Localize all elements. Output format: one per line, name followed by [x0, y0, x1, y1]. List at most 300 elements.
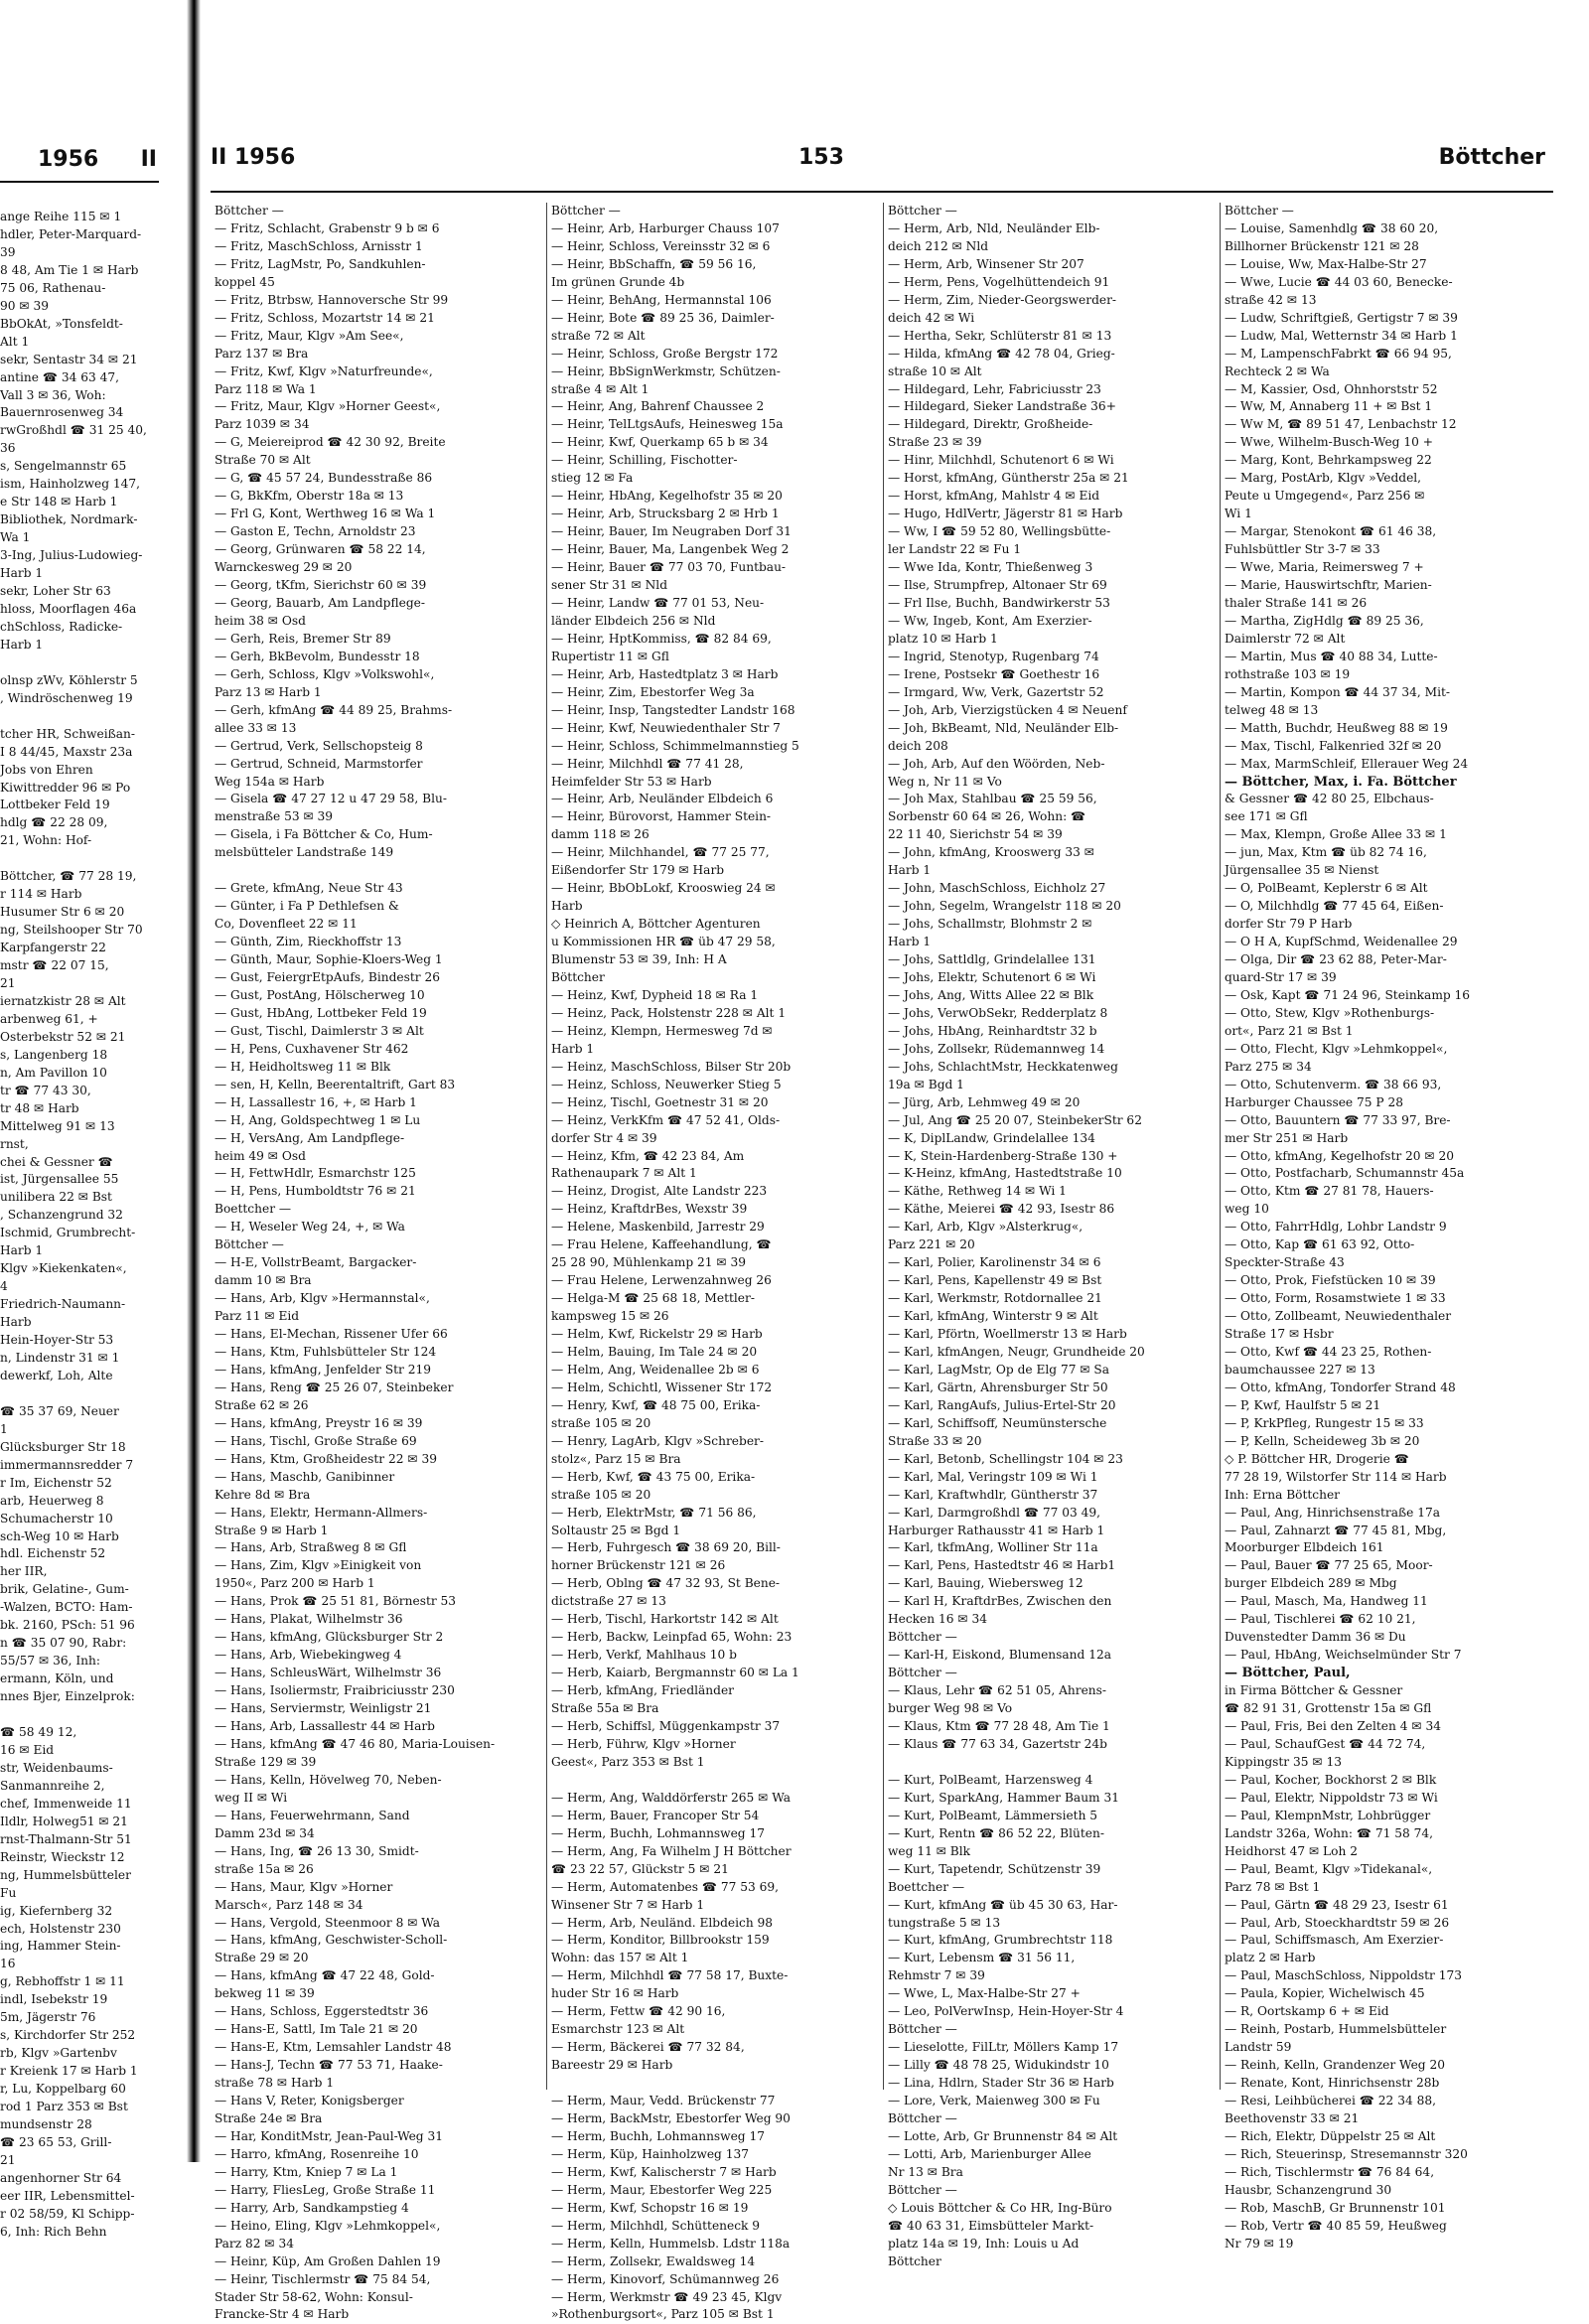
left-entry-line: eer IIR, Lebensmittel-: [0, 2188, 135, 2203]
left-entry-line: Schumacherstr 10: [0, 1511, 113, 1525]
directory-entry-line: Hecken 16 ✉ 34: [888, 1612, 987, 1627]
directory-entry-line: Straße 29 ✉ 20: [215, 1951, 309, 1965]
directory-entry-line: — Heino, Eling, Klgv »Lehmkoppel«,: [215, 2218, 441, 2233]
left-entry-line: olnsp zWv, Köhlerstr 5: [0, 672, 138, 687]
directory-entry-line: — P, KrkPfleg, Rungestr 15 ✉ 33: [1225, 1415, 1424, 1430]
directory-entry-line: — Johs, Zollsekr, Rüdemannweg 14: [888, 1041, 1105, 1056]
directory-entry-line: Moorburger Elbdeich 161: [1225, 1540, 1384, 1555]
directory-entry-line: — Marg, PostArb, Klgv »Veddel,: [1225, 471, 1422, 486]
directory-entry-line: — Herm, Milchhdl ☎ 77 58 17, Buxte-: [551, 1968, 789, 1983]
directory-entry-line: — Fritz, Schlacht, Grabenstr 9 b ✉ 6: [215, 220, 440, 235]
directory-entry-line: — Heinr, Landw ☎ 77 01 53, Neu-: [551, 595, 765, 610]
directory-entry-line: — Paul, MaschSchloss, Nippoldstr 173: [1225, 1968, 1462, 1983]
directory-entry-line: — Georg, Grünwaren ☎ 58 22 14,: [215, 542, 426, 557]
directory-entry-line: — Fritz, MaschSchloss, Arnisstr 1: [215, 238, 423, 253]
directory-entry-line: — Herm, Buchh, Lohmannsweg 17: [551, 1825, 765, 1840]
directory-entry-line: — Heinr, Milchhdl ☎ 77 41 28,: [551, 756, 744, 771]
left-entry-line: rod 1 Parz 353 ✉ Bst: [0, 2100, 128, 2114]
directory-entry-line: — Otto, Prok, Fiefstücken 10 ✉ 39: [1225, 1273, 1436, 1288]
directory-entry-line: Peute u Umgegend«, Parz 256 ✉: [1225, 489, 1425, 504]
right-page: [199, 0, 1589, 2322]
left-entry-line: I 8 44/45, Maxstr 23a: [0, 744, 133, 759]
directory-entry-line: stieg 12 ✉ Fa: [551, 471, 634, 486]
left-entry-line: [0, 850, 159, 868]
left-entry-line: ism, Hainholzweg 147,: [0, 477, 141, 492]
left-entry-line: Reinstr, Wieckstr 12: [0, 1849, 125, 1864]
left-entry-line: , Schanzengrund 32: [0, 1208, 123, 1223]
left-entry-line: str, Weidenbaums-: [0, 1760, 113, 1775]
directory-entry-line: rothstraße 103 ✉ 19: [1225, 666, 1351, 681]
directory-entry-line: mer Str 251 ✉ Harb: [1225, 1130, 1349, 1145]
directory-entry-line: ☎ 82 91 31, Grottenstr 15a ✉ Gfl: [1225, 1701, 1432, 1716]
directory-entry-line: Kehre 8d ✉ Bra: [215, 1487, 311, 1502]
directory-entry-line: Rupertistr 11 ✉ Gfl: [551, 649, 669, 663]
directory-entry-line: Fuhlsbüttler Str 3-7 ✉ 33: [1225, 542, 1380, 557]
directory-entry-line: — Matth, Buchdr, Heußweg 88 ✉ 19: [1225, 720, 1448, 735]
directory-entry-line: straße 15a ✉ 26: [215, 1861, 314, 1876]
left-entry-line: 39: [0, 244, 16, 259]
directory-entry-line: Böttcher —: [888, 1630, 957, 1645]
directory-entry-line: — Herb, Fuhrgesch ☎ 38 69 20, Bill-: [551, 1540, 781, 1555]
directory-entry-line: ◇ Louis Böttcher & Co HR, Ing-Büro: [888, 2200, 1112, 2215]
directory-entry-line: thaler Straße 141 ✉ 26: [1225, 595, 1368, 610]
directory-entry-line: — K-Heinz, kfmAng, Hastedtstraße 10: [888, 1166, 1122, 1181]
left-entry-line: mundsenstr 28: [0, 2116, 92, 2131]
directory-entry-line: Co, Dovenfleet 22 ✉ 11: [215, 917, 358, 932]
directory-entry-line: — Gust, PostAng, Hölscherweg 10: [215, 987, 425, 1002]
directory-entry-line: — Marg, Kont, Behrkampsweg 22: [1225, 453, 1432, 468]
left-entry-line: n, Lindenstr 31 ✉ 1: [0, 1351, 120, 1365]
left-entry-line: Mittelweg 91 ✉ 13: [0, 1118, 115, 1133]
directory-entry-line: Marsch«, Parz 148 ✉ 34: [215, 1897, 363, 1912]
directory-entry-line: 1950«, Parz 200 ✉ Harb 1: [215, 1576, 375, 1591]
directory-entry-line: Straße 9 ✉ Harb 1: [215, 1523, 329, 1537]
directory-entry-line: Nr 13 ✉ Bra: [888, 2164, 963, 2179]
directory-entry-line: — Herm, Arb, Winsener Str 207: [888, 256, 1084, 271]
left-entry-line: rwGroßhdl ☎ 31 25 40,: [0, 423, 147, 438]
left-entry-line: 21: [0, 2152, 16, 2167]
left-entry-line: 16 ✉ Eid: [0, 1742, 55, 1757]
left-entry-line: unilibera 22 ✉ Bst: [0, 1190, 112, 1205]
directory-entry-line: — H, VersAng, Am Landpflege-: [215, 1130, 405, 1145]
directory-entry-line: — Herm, Arb, Neuländ. Elbdeich 98: [551, 1915, 774, 1930]
directory-entry-line: [551, 2075, 879, 2093]
directory-entry-line: Böttcher —: [215, 1237, 284, 1252]
directory-entry-line: — Helm, Kwf, Rickelstr 29 ✉ Harb: [551, 1327, 763, 1342]
directory-entry-line: — H, Lassallestr 16, +, ✉ Harb 1: [215, 1094, 417, 1109]
left-entry-line: Kiwittredder 96 ✉ Po: [0, 780, 131, 795]
left-entry-line: Alt 1: [0, 334, 30, 349]
left-entry-line: nnes Bjer, Einzelprok:: [0, 1689, 135, 1704]
directory-entry-line: telweg 48 ✉ 13: [1225, 702, 1319, 717]
directory-entry-line: — Käthe, Rethweg 14 ✉ Wi 1: [888, 1184, 1067, 1199]
left-entry-line: 6, Inh: Rich Behn: [0, 2224, 107, 2239]
directory-entry-line: platz 14a ✉ 19, Inh: Louis u Ad: [888, 2236, 1080, 2251]
directory-entry-line: straße 78 ✉ Harb 1: [215, 2076, 335, 2091]
left-entry-line: immermannsredder 7: [0, 1457, 134, 1472]
directory-entry-line: — Kurt, Rentn ☎ 86 52 22, Blüten-: [888, 1825, 1104, 1840]
directory-entry-line: — Karl, Darmgroßhdl ☎ 77 03 49,: [888, 1505, 1101, 1520]
left-entry-line: 75 06, Rathenau-: [0, 280, 106, 295]
left-entry-line: Husumer Str 6 ✉ 20: [0, 905, 125, 920]
directory-entry-line: — Heinr, Tischlermstr ☎ 75 84 54,: [215, 2271, 431, 2286]
left-entry-line: n, Am Pavillon 10: [0, 1065, 107, 1080]
directory-entry-line: — Heinr, BbSignWerkmstr, Schützen-: [551, 363, 781, 378]
directory-entry-line: — Rich, Steuerinsp, Stresemannstr 320: [1225, 2146, 1468, 2161]
directory-entry-line: — O, PolBeamt, Keplerstr 6 ✉ Alt: [1225, 881, 1428, 896]
directory-entry-line: — Otto, kfmAng, Tondorfer Strand 48: [1225, 1380, 1456, 1394]
directory-entry-line: tungstraße 5 ✉ 13: [888, 1915, 1001, 1930]
directory-entry-line: Hausbr, Schanzengrund 30: [1225, 2182, 1392, 2197]
directory-entry-line: Böttcher —: [888, 2022, 957, 2037]
left-entry-line: ☎ 58 49 12,: [0, 1725, 77, 1740]
directory-entry-line: — Günter, i Fa P Dethlefsen &: [215, 899, 399, 914]
directory-entry-line: u Kommissionen HR ☎ üb 47 29 58,: [551, 935, 776, 949]
left-entry-line: tr 48 ✉ Harb: [0, 1100, 79, 1115]
directory-entry-line: — Otto, Kap ☎ 61 63 92, Otto-: [1225, 1237, 1415, 1252]
directory-entry-line: — Heinr, Schloss, Schimmelmannstieg 5: [551, 738, 799, 753]
directory-entry-line: — Johs, Ang, Witts Allee 22 ✉ Blk: [888, 987, 1094, 1002]
directory-entry-line: — Ww, I ☎ 59 52 80, Wellingsbütte-: [888, 524, 1111, 539]
directory-entry-line: — Hans, kfmAng, Glücksburger Str 2: [215, 1630, 444, 1645]
directory-entry-line: — Margar, Stenokont ☎ 61 46 38,: [1225, 524, 1437, 539]
directory-entry-line: Bareestr 29 ✉ Harb: [551, 2058, 673, 2073]
running-head: [211, 145, 1559, 181]
directory-entry-line: — Paul, Zahnarzt ☎ 77 45 81, Mbg,: [1225, 1523, 1447, 1537]
directory-entry-line: — Heinr, HptKommiss, ☎ 82 84 69,: [551, 631, 772, 646]
directory-entry-line: — O, Milchhdlg ☎ 77 45 64, Eißen-: [1225, 899, 1444, 914]
directory-entry-line: — Gerh, Reis, Bremer Str 89: [215, 631, 391, 646]
directory-entry-line: — Martha, ZigHdlg ☎ 89 25 36,: [1225, 613, 1424, 628]
left-entry-line: 1: [0, 1421, 8, 1436]
directory-entry-line: Straße 129 ✉ 39: [215, 1754, 317, 1769]
directory-entry-line: — Paul, Beamt, Klgv »Tidekanal«,: [1225, 1861, 1433, 1876]
directory-entry-line: see 171 ✉ Gfl: [1225, 809, 1308, 824]
directory-entry-line: Warnckesweg 29 ✉ 20: [215, 560, 353, 575]
left-entry-line: , Windröschenweg 19: [0, 690, 133, 705]
left-entry-line: chei & Gessner ☎: [0, 1154, 113, 1169]
directory-entry-line: — Otto, Zollbeamt, Neuwiedenthaler: [1225, 1309, 1452, 1324]
directory-entry-line: Esmarchstr 123 ✉ Alt: [551, 2022, 685, 2037]
directory-entry-line: — Paula, Kopier, Wichelwisch 45: [1225, 1986, 1425, 2001]
directory-entry-line: — Herm, Fettw ☎ 42 90 16,: [551, 2004, 726, 2019]
directory-entry-line: — Louise, Samenhdlg ☎ 38 60 20,: [1225, 220, 1439, 235]
directory-entry-line: — Wwe Ida, Kontr, Thießenweg 3: [888, 560, 1093, 575]
directory-entry-line: — Harro, kfmAng, Rosenreihe 10: [215, 2146, 419, 2161]
directory-entry-line: — Martin, Mus ☎ 40 88 34, Lutte-: [1225, 649, 1438, 663]
directory-entry-line: Harb 1: [888, 863, 932, 878]
directory-entry-line: — Hans-E, Ktm, Lemsahler Landstr 48: [215, 2040, 452, 2055]
directory-entry-line: — Hans, Feuerwehrmann, Sand: [215, 1808, 410, 1822]
left-entry-line: ist, Jürgensallee 55: [0, 1172, 119, 1187]
left-entry-line: Ischmid, Grumbrecht-: [0, 1226, 136, 1240]
left-entry-line: Vall 3 ✉ 36, Woh:: [0, 387, 106, 402]
directory-entry-line: — G, BkKfm, Oberstr 18a ✉ 13: [215, 489, 404, 504]
left-entry-line: 4: [0, 1279, 8, 1294]
directory-entry-line: — Heinr, Bauer, Ma, Langenbek Weg 2: [551, 542, 790, 557]
header-keyword: Böttcher: [1438, 145, 1545, 170]
directory-entry-line: Billhorner Brückenstr 121 ✉ 28: [1225, 238, 1419, 253]
directory-entry-line: Böttcher: [888, 2253, 941, 2268]
directory-entry-line: weg 11 ✉ Blk: [888, 1843, 971, 1858]
directory-entry-line: damm 118 ✉ 26: [551, 827, 650, 842]
directory-entry-line: platz 2 ✉ Harb: [1225, 1951, 1316, 1965]
directory-entry-line: — Heinr, Zim, Ebestorfer Weg 3a: [551, 684, 755, 699]
directory-entry-line: — Hans, kfmAng, Jenfelder Str 219: [215, 1362, 431, 1377]
directory-entry-line: — Horst, kfmAng, Mahlstr 4 ✉ Eid: [888, 489, 1100, 504]
directory-entry-line: — Hertha, Sekr, Schlüterstr 81 ✉ 13: [888, 328, 1112, 343]
directory-entry-line: — Heinr, Bauer, Im Neugraben Dorf 31: [551, 524, 792, 539]
directory-entry-line: — Fritz, Maur, Klgv »Am See«,: [215, 328, 404, 343]
left-entry-line: r, Lu, Koppelbarg 60: [0, 2082, 126, 2097]
directory-entry-line: Rechteck 2 ✉ Wa: [1225, 363, 1330, 378]
directory-entry-line: koppel 45: [215, 274, 275, 289]
directory-entry-line: — Har, KonditMstr, Jean-Paul-Weg 31: [215, 2128, 443, 2143]
directory-entry-line: — Louise, Ww, Max-Halbe-Str 27: [1225, 256, 1427, 271]
left-entry-line: 8 48, Am Tie 1 ✉ Harb: [0, 262, 139, 277]
left-entry-line: hdlg ☎ 22 28 09,: [0, 815, 108, 830]
directory-entry-line: — Kurt, Lebensm ☎ 31 56 11,: [888, 1951, 1076, 1965]
directory-entry-line: straße 42 ✉ 13: [1225, 292, 1317, 307]
directory-entry-line: Winsener Str 7 ✉ Harb 1: [551, 1897, 705, 1912]
directory-entry-line: — Günth, Zim, Rieckhoffstr 13: [215, 935, 402, 949]
header-rule: [211, 191, 1553, 193]
directory-entry-line: — Frau Helene, Lerwenzahnweg 26: [551, 1273, 772, 1288]
directory-entry-line: — Joh, Arb, Vierzigstücken 4 ✉ Neuenf: [888, 702, 1127, 717]
directory-entry-line: — Heinz, KraftdrBes, Wexstr 39: [551, 1202, 748, 1217]
directory-entry-line: — Paul, Fris, Bei den Zelten 4 ✉ 34: [1225, 1719, 1441, 1734]
left-entry-line: dewerkf, Loh, Alte: [0, 1368, 113, 1382]
directory-entry-line: — Hans, Ktm, Großheidestr 22 ✉ 39: [215, 1451, 437, 1466]
directory-entry-line: — Ingrid, Stenotyp, Rugenbarg 74: [888, 649, 1099, 663]
left-entry-line: brik, Gelatine-, Gum-: [0, 1582, 129, 1597]
left-page-header: [38, 147, 157, 172]
directory-entry-line: weg II ✉ Wi: [215, 1790, 288, 1805]
directory-entry-line: — Hans, Vergold, Steenmoor 8 ✉ Wa: [215, 1915, 441, 1930]
left-entry-line: tcher HR, Schweißan-: [0, 726, 135, 741]
directory-entry-line: — Gaston E, Techn, Arnoldstr 23: [215, 524, 416, 539]
left-entry-line: Glücksburger Str 18: [0, 1439, 126, 1454]
directory-entry-line: — Kurt, SparkAng, Hammer Baum 31: [888, 1790, 1119, 1805]
directory-entry-line: Blumenstr 53 ✉ 39, Inh: H A: [551, 952, 727, 967]
left-entry-line: Klgv »Kiekenkaten«,: [0, 1261, 127, 1276]
left-entry-line: [0, 1385, 159, 1403]
directory-entry-line: — R, Oortskamp 6 + ✉ Eid: [1225, 2004, 1389, 2019]
directory-entry-line: — M, LampenschFabrkt ☎ 66 94 95,: [1225, 346, 1452, 361]
directory-entry-line: — Hans, kfmAng ☎ 47 22 48, Gold-: [215, 1968, 435, 1983]
directory-entry-line: — Hans, Prok ☎ 25 51 81, Börnestr 53: [215, 1594, 457, 1609]
directory-entry-line: Stader Str 58-62, Wohn: Konsul-: [215, 2289, 413, 2304]
directory-entry-line: [888, 1754, 1216, 1772]
directory-entry-line: — Herm, Milchhdl, Schütteneck 9: [551, 2218, 761, 2233]
directory-entry-line: — G, ☎ 45 57 24, Bundesstraße 86: [215, 471, 433, 486]
directory-entry-line: — H, Pens, Humboldtstr 76 ✉ 21: [215, 1184, 416, 1199]
directory-entry-line: — Osk, Kapt ☎ 71 24 96, Steinkamp 16: [1225, 987, 1471, 1002]
directory-entry-line: — Herb, Kwf, ☎ 43 75 00, Erika-: [551, 1469, 756, 1484]
directory-entry-line: — Georg, tKfm, Sierichstr 60 ✉ 39: [215, 578, 427, 593]
directory-entry-line: — Otto, Postfacharb, Schumannstr 45a: [1225, 1166, 1465, 1181]
directory-entry-line: Harb 1: [551, 1041, 595, 1056]
directory-entry-line: — Otto, FahrrHdlg, Lohbr Landstr 9: [1225, 1220, 1447, 1235]
directory-entry-line: straße 10 ✉ Alt: [888, 363, 982, 378]
directory-entry-line: — Paul, Arb, Stoeckhardtstr 59 ✉ 26: [1225, 1915, 1450, 1930]
directory-entry-line: — Gertrud, Schneid, Marmstorfer: [215, 756, 423, 771]
directory-entry-line: weg 10: [1225, 1202, 1269, 1217]
left-entry-line: Harb 1: [0, 566, 44, 581]
directory-entry-line: — Karl, Mal, Veringstr 109 ✉ Wi 1: [888, 1469, 1098, 1484]
directory-entry-line: ◇ Heinrich A, Böttcher Agenturen: [551, 917, 761, 932]
directory-entry-line: — Böttcher, Max, i. Fa. Böttcher: [1225, 774, 1457, 790]
directory-entry-line: — Heinr, Küp, Am Großen Dahlen 19: [215, 2253, 441, 2268]
directory-entry-line: — John, kfmAng, Krooswerg 33 ✉: [888, 845, 1094, 860]
left-entry-line: r 114 ✉ Harb: [0, 887, 82, 902]
directory-entry-line: 77 28 19, Wilstorfer Str 114 ✉ Harb: [1225, 1469, 1447, 1484]
directory-entry-line: — Herb, Verkf, Mahlhaus 10 b: [551, 1648, 737, 1663]
directory-entry-line: menstraße 53 ✉ 39: [215, 809, 334, 824]
directory-entry-line: — Paul, Kocher, Bockhorst 2 ✉ Blk: [1225, 1772, 1437, 1787]
directory-entry-line: — jun, Max, Ktm ☎ üb 82 74 16,: [1225, 845, 1427, 860]
directory-entry-line: — Karl, tkfmAng, Wolliner Str 11a: [888, 1540, 1098, 1555]
directory-entry-line: — Reinh, Kelln, Grandenzer Weg 20: [1225, 2058, 1445, 2073]
directory-columns: [211, 203, 1559, 2322]
directory-entry-line: — P, Kwf, Haulfstr 5 ✉ 21: [1225, 1397, 1381, 1412]
directory-entry-line: — Herm, Werkmstr ☎ 49 23 45, Klgv: [551, 2289, 783, 2304]
directory-entry-line: — Lotti, Arb, Marienburger Allee: [888, 2146, 1091, 2161]
directory-entry-line: — P, Kelln, Scheideweg 3b ✉ 20: [1225, 1433, 1420, 1448]
directory-entry-line: Parz 11 ✉ Eid: [215, 1309, 300, 1324]
directory-entry-line: — Helm, Schichtl, Wissener Str 172: [551, 1380, 773, 1394]
left-entry-line: hdler, Peter-Marquard-: [0, 226, 142, 241]
directory-entry-line: — Heinz, Klempn, Hermesweg 7d ✉: [551, 1023, 773, 1038]
left-entry-line: Friedrich-Naumann-: [0, 1297, 126, 1312]
directory-entry-line: ler Landstr 22 ✉ Fu 1: [888, 542, 1022, 557]
directory-entry-line: — Hilda, kfmAng ☎ 42 78 04, Grieg-: [888, 346, 1115, 361]
directory-entry-line: deich 42 ✉ Wi: [888, 310, 975, 325]
directory-entry-line: — Heinz, Kwf, Dypheid 18 ✉ Ra 1: [551, 987, 759, 1002]
directory-entry-line: — Heinz, Kfm, ☎ 42 23 84, Am: [551, 1148, 745, 1163]
directory-entry-line: Eißendorfer Str 179 ✉ Harb: [551, 863, 725, 878]
directory-entry-line: — Heinr, Schloss, Vereinsstr 32 ✉ 6: [551, 238, 771, 253]
directory-entry-line: — Lieselotte, FilLtr, Möllers Kamp 17: [888, 2040, 1119, 2055]
left-entry-line: mstr ☎ 22 07 15,: [0, 958, 109, 973]
left-entry-line: s, Langenberg 18: [0, 1047, 108, 1062]
directory-entry-line: — M, Kassier, Osd, Ohnhorststr 52: [1225, 381, 1438, 396]
directory-entry-line: — Klaus, Lehr ☎ 62 51 05, Ahrens-: [888, 1683, 1107, 1698]
directory-entry-line: — Böttcher, Paul,: [1225, 1666, 1351, 1681]
left-entry-line: r Kreienk 17 ✉ Harb 1: [0, 2064, 138, 2079]
directory-entry-line: — Johs, HbAng, Reinhardtstr 32 b: [888, 1023, 1097, 1038]
directory-entry-line: — Harry, Arb, Sandkampstieg 4: [215, 2200, 409, 2215]
directory-entry-line: — Hans, Zim, Klgv »Einigkeit von: [215, 1558, 422, 1573]
directory-entry-line: — Herm, Zollsekr, Ewaldsweg 14: [551, 2253, 756, 2268]
directory-entry-line: — Gerh, kfmAng ☎ 44 89 25, Brahms-: [215, 702, 453, 717]
directory-entry-line: Harb: [551, 899, 583, 914]
directory-entry-line: Böttcher —: [888, 2110, 957, 2125]
directory-entry-line: — Fritz, Schloss, Mozartstr 14 ✉ 21: [215, 310, 435, 325]
directory-entry-line: — Heinz, Pack, Holstenstr 228 ✉ Alt 1: [551, 1005, 787, 1020]
directory-entry-line: — K, DiplLandw, Grindelallee 134: [888, 1130, 1095, 1145]
left-entry-line: chef, Immenweide 11: [0, 1796, 132, 1811]
directory-entry-line: — Rich, Tischlermstr ☎ 76 84 64,: [1225, 2164, 1435, 2179]
directory-entry-line: heim 38 ✉ Osd: [215, 613, 306, 628]
directory-entry-line: Straße 33 ✉ 20: [888, 1433, 982, 1448]
directory-entry-line: — Gerh, Schloss, Klgv »Volkswohl«,: [215, 666, 435, 681]
directory-entry-line: Parz 78 ✉ Bst 1: [1225, 1879, 1321, 1894]
directory-entry-line: Parz 137 ✉ Bra: [215, 346, 309, 361]
directory-entry-line: — Fritz, Kwf, Klgv »Naturfreunde«,: [215, 363, 433, 378]
directory-entry-line: — Gerh, BkBevolm, Bundesstr 18: [215, 649, 420, 663]
directory-entry-line: Kippingstr 35 ✉ 13: [1225, 1754, 1342, 1769]
directory-entry-line: — Herm, Kwf, Kalischerstr 7 ✉ Harb: [551, 2164, 777, 2179]
directory-entry-line: Straße 24e ✉ Bra: [215, 2110, 323, 2125]
left-entry-line: angenhorner Str 64: [0, 2170, 122, 2185]
directory-entry-line: — Heinr, Schloss, Große Bergstr 172: [551, 346, 779, 361]
directory-entry-line: — Hans, Serviermstr, Weinligstr 21: [215, 1701, 432, 1716]
directory-entry-line: — Karl, Pförtn, Woellmerstr 13 ✉ Harb: [888, 1327, 1127, 1342]
directory-entry-line: — Herb, ElektrMstr, ☎ 71 56 86,: [551, 1505, 757, 1520]
directory-entry-line: — Heinr, Kwf, Neuwiedenthaler Str 7: [551, 720, 781, 735]
directory-entry-line: — Helga-M ☎ 25 68 18, Mettler-: [551, 1291, 755, 1306]
directory-entry-line: — H, FettwHdlr, Esmarchstr 125: [215, 1166, 416, 1181]
directory-entry-line: — Heinz, Drogist, Alte Landstr 223: [551, 1184, 768, 1199]
left-entry-line: bk. 2160, PSch: 51 96: [0, 1618, 135, 1633]
directory-entry-line: deich 208: [888, 738, 948, 753]
directory-entry-line: — Herb, Tischl, Harkortstr 142 ✉ Alt: [551, 1612, 779, 1627]
directory-entry-line: — Rob, MaschB, Gr Brunnenstr 101: [1225, 2200, 1446, 2215]
directory-entry-line: — Klaus ☎ 77 63 34, Gazertstr 24b: [888, 1736, 1107, 1751]
left-entry-line: Harb 1: [0, 1243, 44, 1258]
left-entry-line: ermann, Köln, und: [0, 1671, 114, 1686]
directory-entry-line: — Georg, Bauarb, Am Landpflege-: [215, 595, 425, 610]
left-entry-line: 90 ✉ 39: [0, 298, 49, 313]
directory-entry-line: kampsweg 15 ✉ 26: [551, 1309, 669, 1324]
directory-entry-line: — O H A, KupfSchmd, Weidenallee 29: [1225, 935, 1458, 949]
left-entry-line: Jobs von Ehren: [0, 762, 93, 777]
directory-entry-line: — Paul, Elektr, Nippoldstr 73 ✉ Wi: [1225, 1790, 1438, 1805]
directory-entry-line: — Grete, kfmAng, Neue Str 43: [215, 881, 403, 896]
directory-entry-line: Harburger Chaussee 75 P 28: [1225, 1094, 1403, 1109]
directory-entry-line: — H, Heidholtsweg 11 ✉ Blk: [215, 1059, 391, 1074]
directory-entry-line: — H, Pens, Cuxhavener Str 462: [215, 1041, 409, 1056]
directory-entry-line: burger Weg 98 ✉ Vo: [888, 1701, 1013, 1716]
directory-entry-line: Rehmstr 7 ✉ 39: [888, 1968, 985, 1983]
directory-entry-line: 25 28 90, Mühlenkamp 21 ✉ 39: [551, 1255, 747, 1270]
left-entry-line: Lottbeker Feld 19: [0, 798, 110, 812]
directory-entry-line: — Karl, Schiffsoff, Neumünstersche: [888, 1415, 1107, 1430]
directory-entry-line: — Gertrud, Verk, Sellschopsteig 8: [215, 738, 423, 753]
left-entry-line: hloss, Moorflagen 46a: [0, 601, 137, 616]
directory-entry-line: Heimfelder Str 53 ✉ Harb: [551, 774, 712, 789]
directory-entry-line: — Heinr, HbAng, Kegelhofstr 35 ✉ 20: [551, 489, 783, 504]
left-entry-line: arb, Heuerweg 8: [0, 1493, 104, 1508]
left-entry-line: sch-Weg 10 ✉ Harb: [0, 1528, 119, 1543]
left-entry-line: rb, Klgv »Gartenbv: [0, 2046, 117, 2061]
directory-entry-line: Böttcher —: [888, 204, 957, 218]
directory-entry-line: Heidhorst 47 ✉ Loh 2: [1225, 1843, 1358, 1858]
directory-entry-line: Straße 70 ✉ Alt: [215, 453, 311, 468]
directory-entry-line: Sorbenstr 60 64 ✉ 26, Wohn: ☎: [888, 809, 1086, 824]
directory-entry-line: — Herm, Konditor, Billbrookstr 159: [551, 1933, 770, 1948]
directory-entry-line: — Heinr, Arb, Neuländer Elbdeich 6: [551, 792, 774, 806]
directory-entry-line: — Gisela, i Fa Böttcher & Co, Hum-: [215, 827, 433, 842]
directory-column-4: [1221, 203, 1557, 2251]
directory-entry-line: straße 105 ✉ 20: [551, 1415, 651, 1430]
directory-entry-line: — H-E, VollstrBeamt, Bargacker-: [215, 1255, 417, 1270]
directory-entry-line: — Rich, Elektr, Düppelstr 25 ✉ Alt: [1225, 2128, 1436, 2143]
directory-entry-line: — Joh, BkBeamt, Nld, Neuländer Elb-: [888, 720, 1119, 735]
left-entry-line: ange Reihe 115 ✉ 1: [0, 210, 122, 223]
directory-entry-line: — Fritz, Btrbsw, Hannoversche Str 99: [215, 292, 449, 307]
